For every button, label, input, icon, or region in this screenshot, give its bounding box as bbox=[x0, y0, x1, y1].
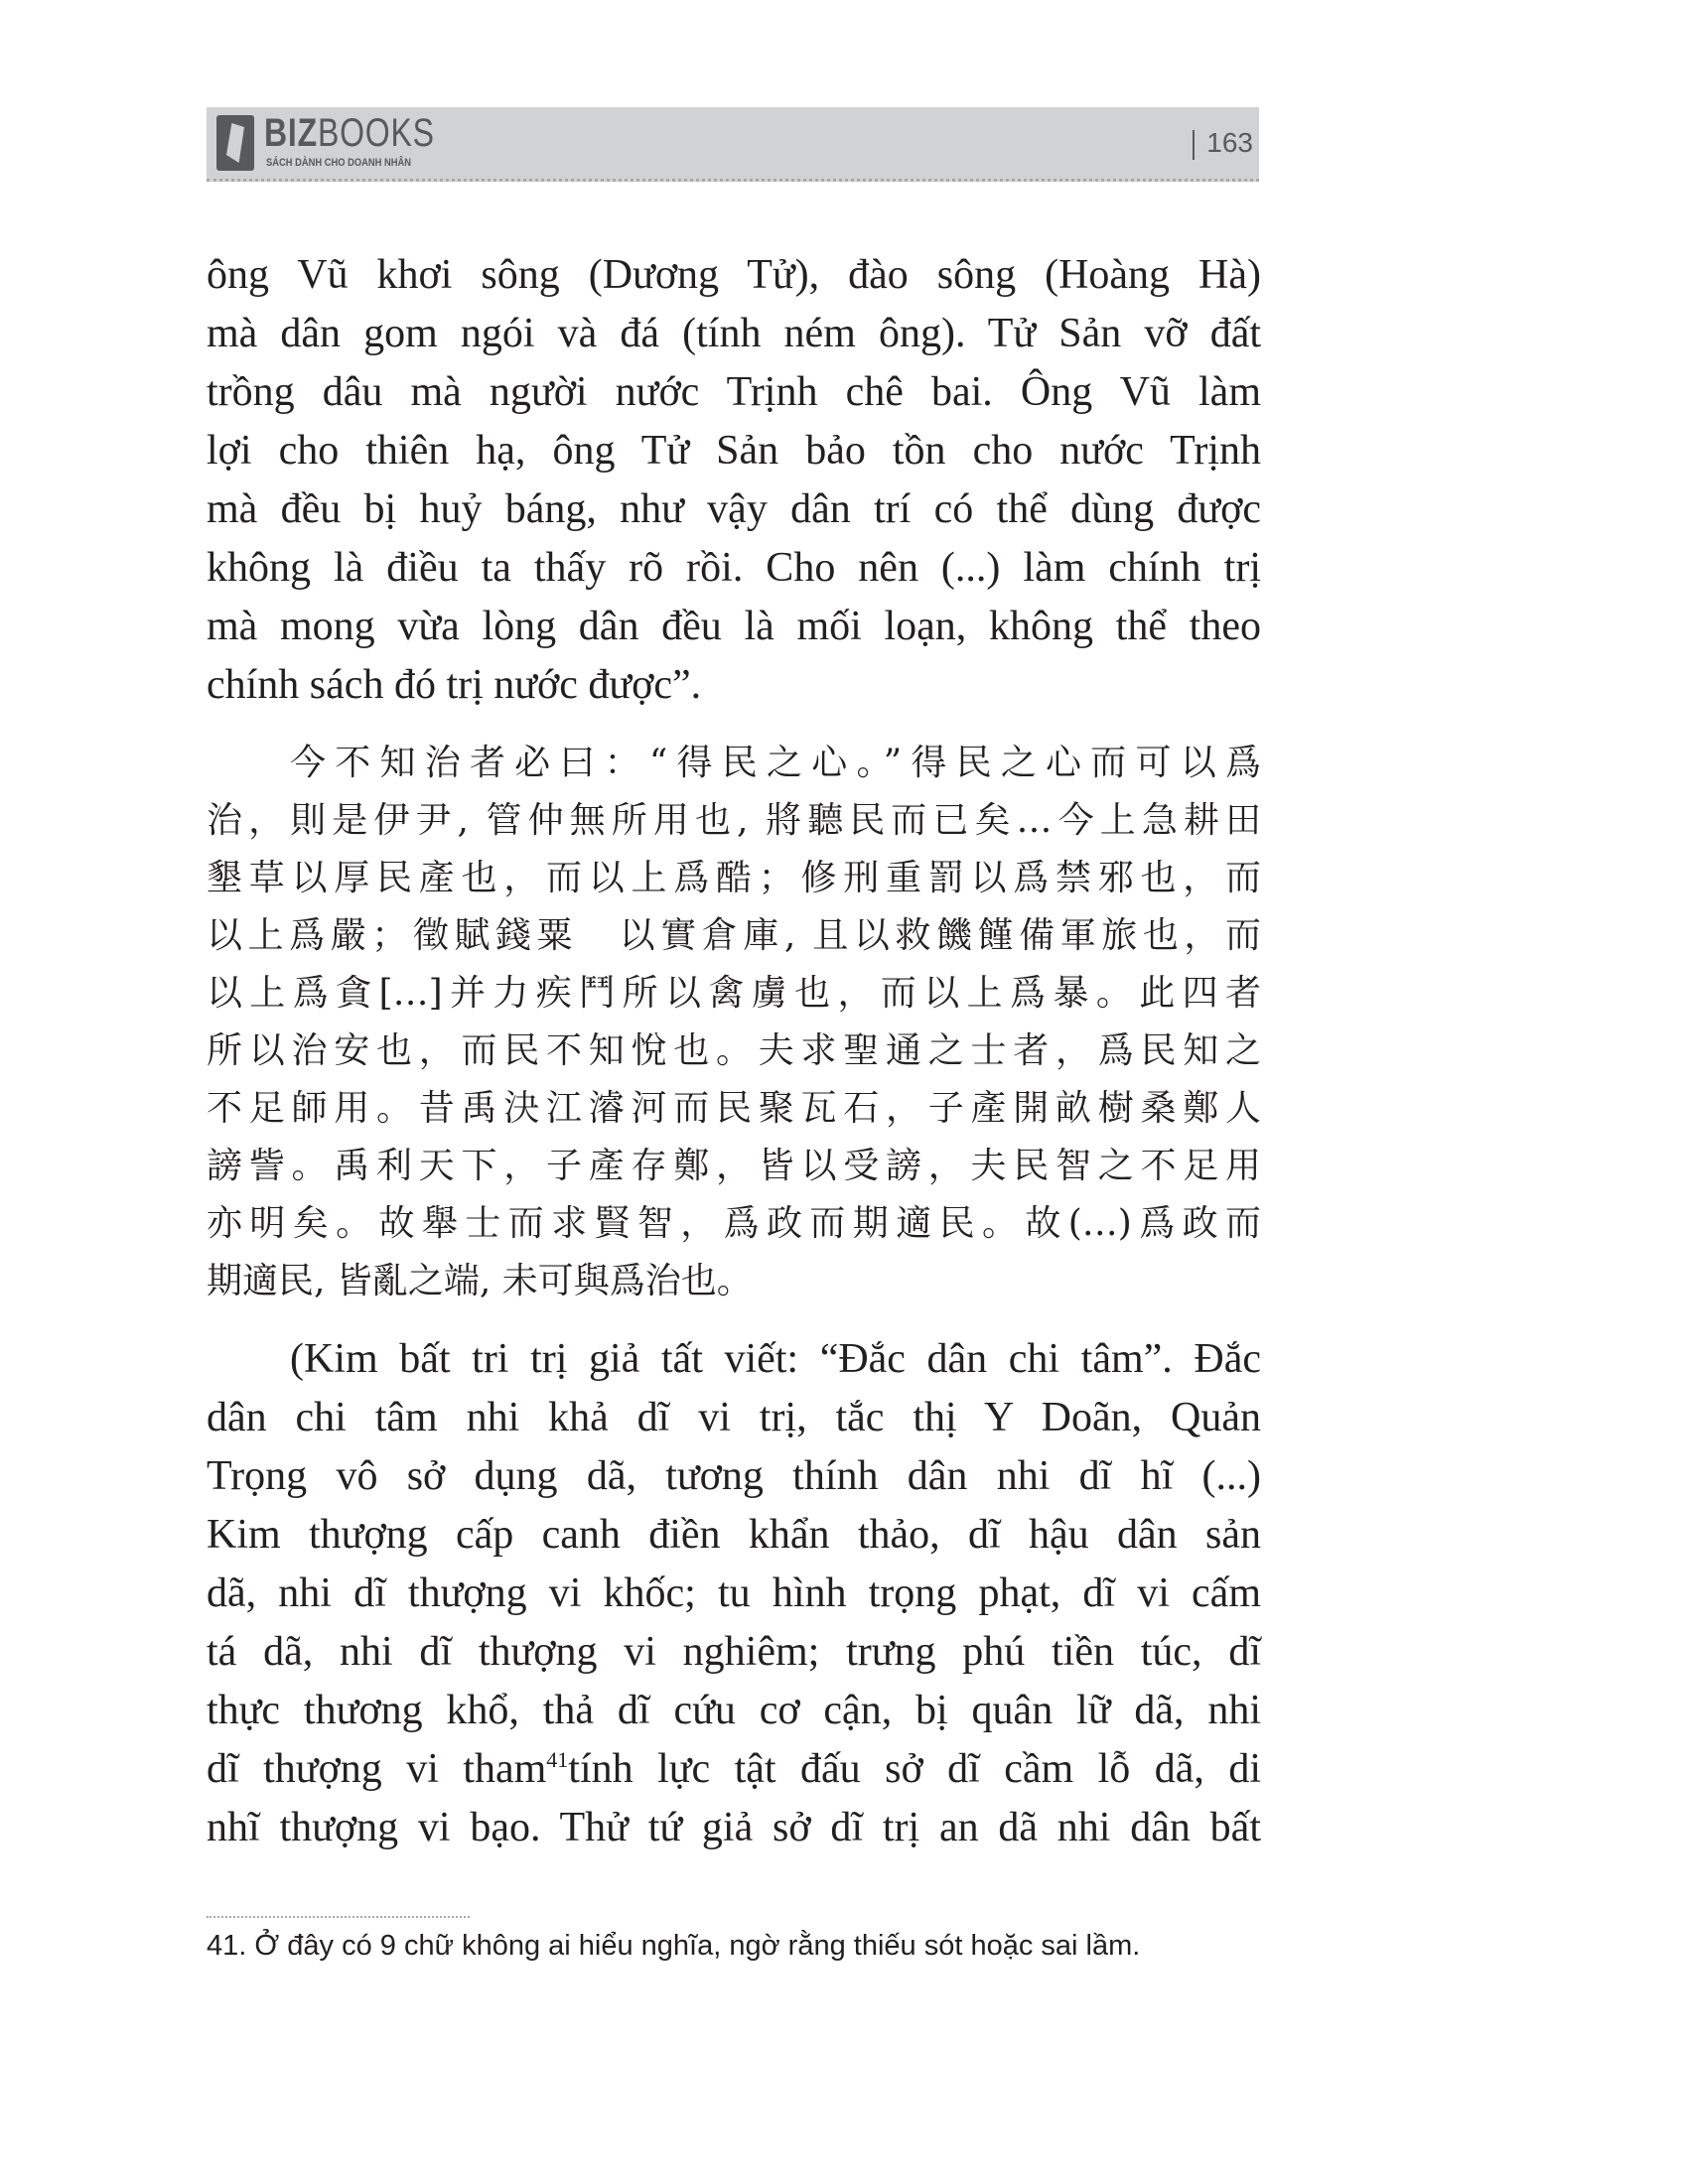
text-segment: tính lực tật đấu sở dĩ cầm lỗ dã, di bbox=[568, 1746, 1261, 1792]
bizbooks-logo-icon bbox=[216, 115, 254, 171]
running-header bbox=[207, 107, 1259, 182]
brand-tagline: SÁCH DÀNH CHO DOANH NHÂN bbox=[266, 157, 411, 169]
text-segment: dĩ thượng vi tham bbox=[207, 1746, 547, 1792]
text-line: 墾草以厚民產也，而以上爲酷；修刑重罰以爲禁邪也，而 bbox=[207, 858, 1261, 898]
text-line: 治，則是伊尹, 管仲無所用也, 將聽民而已矣…今上急耕田 bbox=[207, 800, 1261, 841]
text-line: dân chi tâm nhi khả dĩ vi trị, tắc thị Y Doãn, Quản bbox=[207, 1395, 1261, 1440]
divider bbox=[1193, 130, 1195, 160]
text-line: 不足師用。昔禹決江濬河而民聚瓦石，子產開畝樹桑鄭人 bbox=[207, 1088, 1261, 1129]
paragraph-2 bbox=[207, 1330, 1261, 1857]
footnote-divider bbox=[207, 1916, 470, 1918]
text-line: Kim thượng cấp canh điền khẩn thảo, dĩ hậu dân sản bbox=[207, 1512, 1261, 1558]
text-line: không là điều ta thấy rõ rồi. Cho nên (...) làm chính trị bbox=[207, 545, 1261, 591]
paragraph-1 bbox=[207, 246, 1261, 715]
text-line: 以上爲嚴；徵賦錢粟 以實倉庫, 且以救饑饉備軍旅也，而 bbox=[207, 915, 1261, 956]
text-line: 以上爲貪[…]并力疾鬥所以禽虜也，而以上爲暴。此四者 bbox=[207, 973, 1261, 1014]
text-line: (Kim bất tri trị giả tất viết: “Đắc dân chi tâm”. Đắc bbox=[290, 1336, 1261, 1382]
text-line: trồng dâu mà người nước Trịnh chê bai. Ông Vũ làm bbox=[207, 369, 1261, 415]
text-line: thực thương khổ, thả dĩ cứu cơ cận, bị quân lữ dã, nhi bbox=[207, 1688, 1261, 1733]
brand-light: BOOKS bbox=[317, 111, 435, 155]
text-line: ông Vũ khơi sông (Dương Tử), đào sông (Hoàng Hà) bbox=[207, 252, 1261, 298]
text-line: 謗訾。禹利天下，子產存鄭，皆以受謗，夫民智之不足用 bbox=[207, 1146, 1261, 1186]
text-line: Trọng vô sở dụng dã, tương thính dân nhi dĩ hĩ (...) bbox=[207, 1453, 1261, 1499]
text-line: tá dã, nhi dĩ thượng vi nghiêm; trưng phú tiền túc, dĩ bbox=[207, 1629, 1261, 1675]
brand-bold: BIZ bbox=[264, 111, 318, 155]
footnote-41: 41. Ở đây có 9 chữ không ai hiểu nghĩa, ngờ rằng thiếu sót hoặc sai lầm. bbox=[207, 1930, 1141, 1962]
brand-name bbox=[264, 111, 435, 155]
text-line: 期適民, 皆亂之端, 未可與爲治也。 bbox=[207, 1261, 753, 1301]
chinese-quotation bbox=[207, 735, 1261, 1310]
text-line: mà đều bị huỷ báng, như vậy dân trí có thể dùng được bbox=[207, 486, 1261, 532]
text-line bbox=[207, 1740, 1261, 1799]
text-line: chính sách đó trị nước được”. bbox=[207, 662, 702, 708]
text-line: 所以治安也，而民不知悅也。夫求聖通之士者，爲民知之 bbox=[207, 1030, 1261, 1071]
text-line: nhĩ thượng vi bạo. Thử tứ giả sở dĩ trị an dã nhi dân bất bbox=[207, 1805, 1261, 1850]
text-line: dã, nhi dĩ thượng vi khốc; tu hình trọng phạt, dĩ vi cấm bbox=[207, 1570, 1261, 1616]
text-line: mà mong vừa lòng dân đều là mối loạn, không thể theo bbox=[207, 604, 1261, 649]
page-number bbox=[1193, 127, 1253, 160]
footnote-reference[interactable]: 41 bbox=[546, 1747, 569, 1772]
text-line: 今不知治者必曰：“得民之心。”得民之心而可以爲 bbox=[290, 743, 1261, 783]
text-line: mà dân gom ngói và đá (tính ném ông). Tử Sản vỡ đất bbox=[207, 311, 1261, 356]
text-line: 亦明矣。故舉士而求賢智，爲政而期適民。故(…)爲政而 bbox=[207, 1203, 1261, 1244]
text-line: lợi cho thiên hạ, ông Tử Sản bảo tồn cho nước Trịnh bbox=[207, 428, 1261, 474]
page-number-value: 163 bbox=[1206, 127, 1253, 158]
